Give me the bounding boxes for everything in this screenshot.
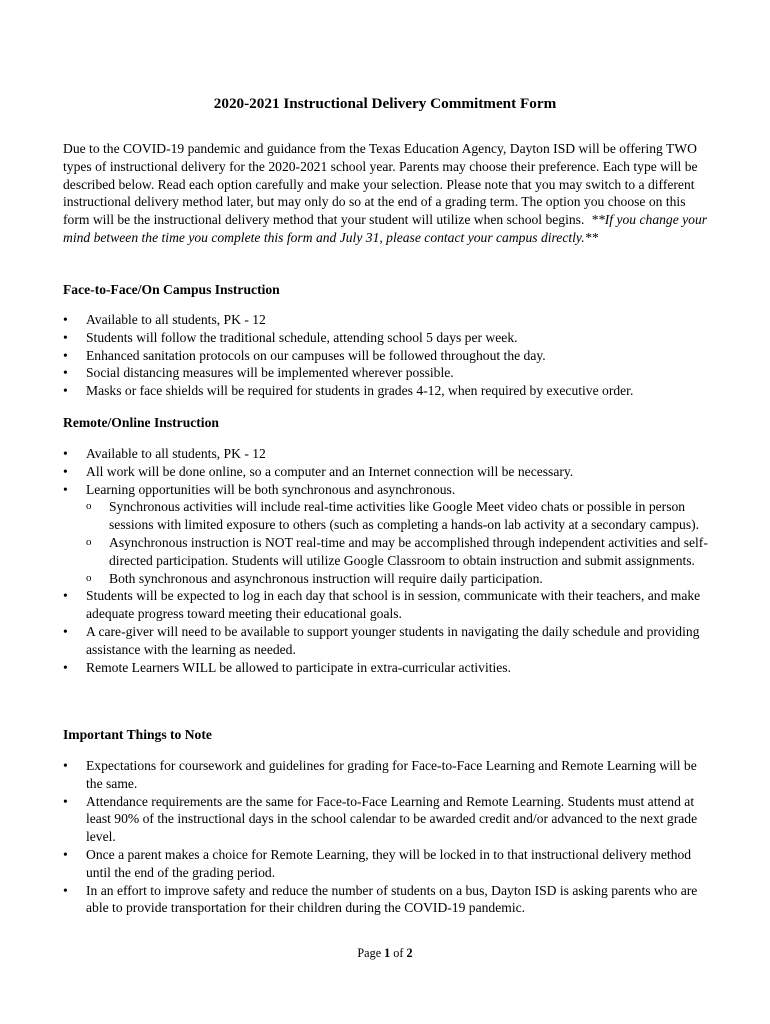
sublist-item-text: Asynchronous instruction is NOT real-time and may be accomplished through independent activities and self-directed participation. Students will utilize Google Classroom to obtain instruction and submit assignments. — [109, 534, 708, 568]
list-item — [63, 882, 713, 918]
bullet-icon: • — [63, 365, 68, 381]
intro-italic-note: **If you change your mind between the time you complete this form and July 31, please contact your campus directly.** — [63, 212, 708, 245]
section-heading-face-to-face: Face-to-Face/On Campus Instruction — [63, 282, 280, 297]
bullet-icon: • — [63, 481, 68, 497]
list-item — [63, 846, 713, 882]
list-item-text: Masks or face shields will be required for students in grades 4-12, when required by executive order. — [86, 383, 634, 399]
list-item — [63, 311, 713, 329]
section-heading-important: Important Things to Note — [63, 727, 212, 742]
sublist-item — [86, 534, 713, 570]
list-item-text: Available to all students, PK - 12 — [86, 312, 266, 327]
bullet-icon: • — [63, 659, 68, 675]
sublist — [86, 498, 713, 587]
total-pages-number: 2 — [406, 946, 413, 960]
bullet-icon: • — [63, 383, 68, 399]
sublist-item-text: Synchronous activities will include real-time activities like Google Meet video chats or possible in person sessions with limited exposure to others (such as completing a hands-on lab activity at a secondary campus). — [109, 499, 700, 533]
list-item-text: A care-giver will need to be available to support younger students in navigating the daily schedule and providing assistance with the learning as needed. — [86, 623, 700, 657]
list-item-text: Available to all students, PK - 12 — [86, 446, 266, 461]
list-item — [63, 463, 713, 481]
bullet-icon: • — [63, 758, 68, 773]
list-item-text: Attendance requirements are the same for Face-to-Face Learning and Remote Learning. Students must attend at least 90% of the instructional days in the school calendar to be awarded credit and/or advanced to the next grade level. — [86, 793, 698, 845]
list-item-text: Students will follow the traditional schedule, attending school 5 days per week. — [86, 329, 518, 345]
face-to-face-list — [63, 311, 713, 400]
sublist-item — [86, 498, 713, 534]
list-item-text: Once a parent makes a choice for Remote Learning, they will be locked in to that instructional delivery method until the end of the grading period. — [86, 846, 692, 880]
page-title: 2020-2021 Instructional Delivery Commitment Form — [213, 95, 557, 112]
list-item-text: Remote Learners WILL be allowed to participate in extra-curricular activities. — [86, 659, 511, 675]
list-item — [63, 481, 713, 588]
list-item-text: Learning opportunities will be both synchronous and asynchronous. — [86, 481, 456, 497]
section-heading-remote: Remote/Online Instruction — [63, 415, 219, 430]
list-item — [63, 793, 713, 846]
bullet-icon: • — [63, 846, 68, 862]
intro-text: Due to the COVID-19 pandemic and guidance from the Texas Education Agency, Dayton ISD will be offering TWO types of instructional delivery for the 2020-2021 school year. Parents may choose their preference. Each type will be described below. Read each option carefully and make your selection. Please note that you may switch to a different instructional delivery method later, but may only do so at the end of a grading term. The option you choose on this form will be the instructional delivery method that your student will utilize when school begins. — [63, 141, 698, 228]
bullet-icon: • — [63, 347, 68, 363]
sublist-item-text: Both synchronous and asynchronous instruction will require daily participation. — [109, 570, 543, 586]
list-item-text: Expectations for coursework and guidelines for grading for Face-to-Face Learning and Remote Learning will be the same. — [86, 758, 697, 791]
of-label: of — [393, 946, 404, 960]
list-item-text: Students will be expected to log in each day that school is in session, communicate with their teachers, and make adequate progress toward meeting their educational goals. — [86, 588, 701, 622]
list-item — [63, 587, 713, 623]
list-item-text: In an effort to improve safety and reduce the number of students on a bus, Dayton ISD is asking parents who are able to provide transportation for their children during the COVID-19 pandemic. — [86, 882, 698, 916]
list-item — [63, 382, 713, 400]
list-item — [63, 445, 713, 463]
page-label: Page — [357, 946, 382, 960]
remote-list — [63, 445, 713, 676]
list-item — [63, 364, 713, 382]
list-item-text: All work will be done online, so a computer and an Internet connection will be necessary. — [86, 463, 574, 479]
bullet-icon: • — [63, 882, 68, 898]
bullet-icon: • — [63, 588, 68, 604]
bullet-icon: • — [63, 446, 68, 461]
list-item — [63, 659, 713, 677]
bullet-icon: • — [63, 623, 68, 639]
page-footer — [0, 945, 770, 961]
list-item-text: Social distancing measures will be implemented wherever possible. — [86, 365, 454, 381]
sublist-item — [86, 570, 713, 588]
bullet-icon: • — [63, 793, 68, 809]
circle-bullet-icon: o — [86, 535, 92, 548]
circle-bullet-icon: o — [86, 500, 92, 513]
list-item-text: Enhanced sanitation protocols on our campuses will be followed throughout the day. — [86, 347, 546, 363]
list-item — [63, 329, 713, 347]
important-list — [63, 757, 713, 917]
intro-paragraph — [63, 140, 713, 247]
list-item — [63, 623, 713, 659]
bullet-icon: • — [63, 329, 68, 345]
bullet-icon: • — [63, 463, 68, 479]
list-item — [63, 347, 713, 365]
bullet-icon: • — [63, 312, 68, 327]
list-item — [63, 757, 713, 793]
current-page-number: 1 — [384, 946, 391, 960]
circle-bullet-icon: o — [86, 571, 92, 584]
